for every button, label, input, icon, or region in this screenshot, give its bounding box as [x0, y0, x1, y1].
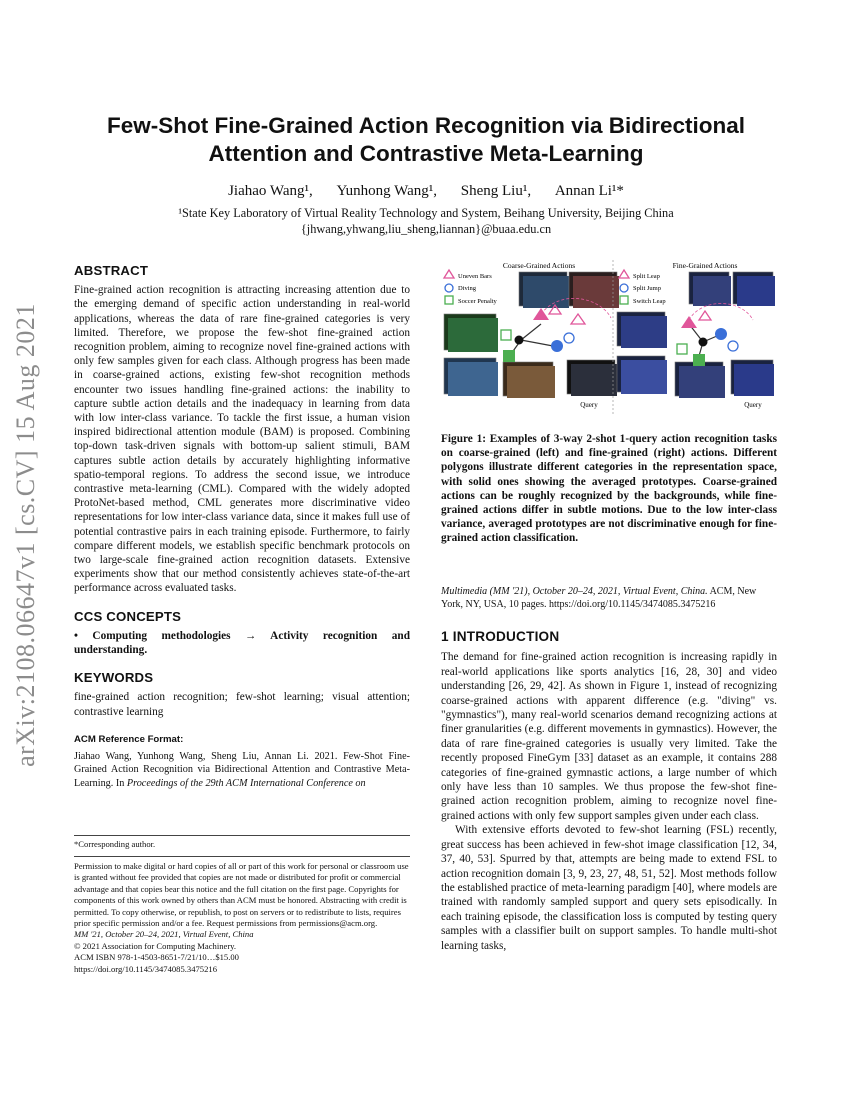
legend-label: Split Leap: [633, 273, 660, 280]
ccs-heading: CCS CONCEPTS: [74, 608, 182, 624]
copyright: © 2021 Association for Computing Machinery.: [74, 940, 237, 951]
figure-1: [441, 258, 777, 418]
conference-venue: Multimedia (MM '21), October 20–24, 2021, Virtual Event, China.: [441, 586, 708, 597]
affiliation: ¹State Key Laboratory of Virtual Reality Technology and System, Beihang University, Beijing China: [178, 206, 674, 220]
coarse-panel-title: Coarse-Grained Actions: [502, 261, 576, 270]
keywords-section: [74, 671, 410, 719]
triangle-legend-icon: [619, 270, 629, 278]
fine-panel-title: Fine-Grained Actions: [672, 261, 738, 270]
circle-legend-icon: [620, 284, 628, 292]
author-list: [70, 183, 782, 200]
author-emails: {jhwang,yhwang,liu_sheng,liannan}@buaa.edu.cn: [300, 222, 552, 236]
arxiv-identifier: [6, 290, 46, 780]
permission-venue: MM '21, October 20–24, 2021, Virtual Event, China: [74, 929, 254, 940]
triangle-legend-icon: [444, 270, 454, 278]
abstract-text: Fine-grained action recognition is attracting increasing attention due to the emerging demand of specific action understanding in real-world applications, whereas the data of rare fine-grained categories is very limited. Therefore, we propose the few-shot fine-grained action recognition problem, aiming to recognize novel fine-grained actions with only few samples given for each class. Although progress has been made in coarse-grained actions, existing few-shot recognition methods encounter two issues handling fine-grained actions: the inability to capture subtle action details and the inadequacy in learning from data with low inter-class variance. To tackle the first issue, a human vision inspired bidirectional attention module (BAM) is proposed. Combining top-down task-driven signals with bottom-up salient stimuli, BAM captures subtle action details by accurately highlighting informative spatio-temporal regions. To address the second issue, we introduce contrastive meta-learning (CML). Compared with the widely adopted ProtoNet-based method, CML generates more discriminative video representations for low inter-class variance data, since it makes full use of potential contrastive pairs in each training episode. Furthermore, to fairly compare different models, we establish specific benchmark protocols on two large-scale fine-grained action recognition datasets. Extensive experiments show that our method consistently achieves state-of-the-art performance across evaluated tasks.: [74, 284, 410, 595]
reference-format-text: Jiahao Wang, Yunhong Wang, Sheng Liu, Annan Li. 2021. Few-Shot Fine-Grained Action Recognition via Bidirectional Attention and Contrastive Meta-Learning. In: [74, 751, 410, 789]
circle-legend-icon: [445, 284, 453, 292]
paper-title: Few-Shot Fine-Grained Action Recognition via Bidirectional Attention and Contrastive Meta-Learning: [107, 113, 745, 166]
ccs-section: [74, 610, 410, 658]
permission-text: Permission to make digital or hard copies of all or part of this work for personal or classroom use is granted without fee provided that copies are not made or distributed for profit or commercial advantage and that copies bear this notice and the full citation on the first page. Copyrights for components of this work owned by others than ACM must be honored. Abstracting with credit is permitted. To copy otherwise, or republish, to post on servers or to redistribute to lists, requires prior specific permission and/or a fee. Request permissions from permissions@acm.org.: [74, 861, 409, 929]
figure-caption: Figure 1: Examples of 3-way 2-shot 1-query action recognition tasks on coarse-grained (left) and fine-grained (right) actions. Different polygons illustrate different categories in the representation space, with solid ones showing the averaged prototypes. Coarse-grained actions can be roughly recognized by the backgrounds, while fine-grained actions differ in subtle motions. Due to the low inter-class variance, averaged prototypes are not discriminative enough for fine-grained action classification.: [441, 433, 777, 545]
conference-line: [441, 585, 777, 611]
query-label: Query: [580, 401, 598, 409]
square-legend-icon: [620, 296, 628, 304]
author: Yunhong Wang¹,: [336, 183, 438, 199]
introduction-heading: 1 INTRODUCTION: [441, 629, 560, 644]
corresponding-author-footnote: *Corresponding author.: [74, 835, 410, 849]
isbn: ACM ISBN 978-1-4503-8651-7/21/10…$15.00: [74, 952, 239, 963]
introduction-section: [441, 630, 777, 953]
legend-label: Uneven Bars: [458, 273, 492, 280]
doi: https://doi.org/10.1145/3474085.3475216: [74, 963, 217, 974]
introduction-paragraph: The demand for fine-grained action recognition is increasing rapidly in real-world applications like sports analytics [16, 28, 30] and video understanding [26, 29, 42]. As shown in Figure 1, instead of recognizing coarse-grained actions with apparent difference (e.g. "diving" vs. "gymnastics"), many real-world scenarios demand recognizing actions at finer granularities (e.g. different movements in gymnastics). However, the data of rare fine-grained categories is usually very limited. Take the recently proposed FineGym [33] dataset as an example, it contains 288 categories of fine-grained gymnastic actions, a large number of which only have less than 10 samples. We thus propose the few-shot fine-grained action recognition problem, aiming to recognize novel fine-grained actions with only few support samples given under each class.: [441, 651, 777, 822]
arxiv-id-text: arXiv:2108.06647v1 [cs.CV] 15 Aug 2021: [11, 303, 41, 767]
abstract-heading: ABSTRACT: [74, 263, 149, 278]
legend-label: Soccer Penalty: [458, 298, 497, 305]
reference-format-venue: Proceedings of the 29th ACM International Conference on: [126, 777, 366, 789]
legend-label: Split Jump: [633, 285, 661, 292]
keywords-heading: KEYWORDS: [74, 670, 154, 686]
permission-block: [74, 856, 410, 975]
reference-format: [74, 733, 410, 790]
query-label: Query: [744, 401, 762, 409]
author: Annan Li¹*: [554, 183, 624, 199]
abstract-section: [74, 264, 410, 596]
legend-label: Switch Leap: [633, 298, 666, 305]
left-column: [74, 264, 410, 790]
ccs-text: • Computing methodologies → Activity recognition and understanding.: [74, 629, 410, 657]
introduction-paragraph: With extensive efforts devoted to few-shot learning (FSL) recently, great success has been achieved in few-shot image classification [12, 34, 37, 40, 53]. Spurred by that, attempts are being made to extend FSL to action recognition domain [3, 9, 23, 27, 48, 51, 52]. Most methods follow the established practice of meta-learning paradigm [40], where models are trained with randomly sampled support and query sets episodically. In each training episode, the classification loss is computed by testing query samples with a classifier built on support samples. To handle multi-shot learning tasks,: [441, 824, 777, 952]
author: Jiahao Wang¹,: [228, 183, 313, 199]
fine-embedding-shapes: [677, 304, 753, 367]
legend-label: Diving: [458, 285, 477, 292]
conference-rest: ACM, New York, NY, USA, 10 pages. https://doi.org/10.1145/3474085.3475216: [441, 586, 757, 611]
square-legend-icon: [445, 296, 453, 304]
keywords-text: fine-grained action recognition; few-shot learning; visual attention; contrastive learning: [74, 691, 410, 718]
reference-format-heading: ACM Reference Format:: [74, 733, 184, 745]
affiliation-block: [130, 205, 722, 237]
author: Sheng Liu¹,: [460, 183, 532, 199]
